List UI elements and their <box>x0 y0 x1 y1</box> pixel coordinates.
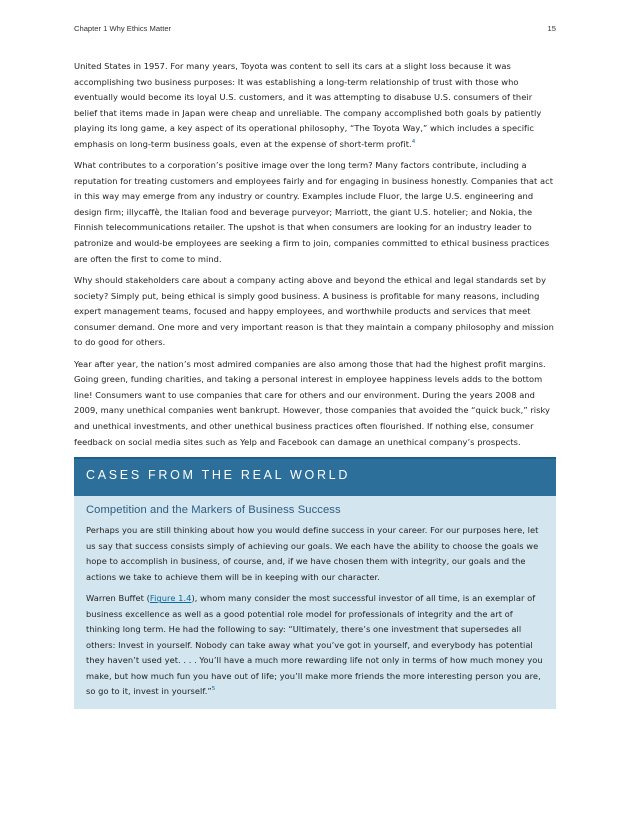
cases-feature-box <box>74 457 556 709</box>
feature-title: Competition and the Markers of Business Success <box>86 504 341 516</box>
feature-banner-label: CASES FROM THE REAL WORLD <box>86 468 351 482</box>
paragraph: Why should stakeholders care about a company acting above and beyond the ethical and legal standards set by society? Simply put, being ethical is simply good business. A business is profitable for many reasons, including expert management teams, focused and happy employees, and worthwhile products and services that meet consumer demand. One more and very important reason is that they maintain a company philosophy and mission to do good for others. <box>74 275 554 348</box>
paragraph <box>74 59 556 152</box>
chapter-title: Chapter 1 Why Ethics Matter <box>74 24 172 33</box>
main-text <box>74 59 556 456</box>
running-head <box>74 24 556 38</box>
footnote-marker[interactable]: 5 <box>211 686 216 693</box>
figure-link[interactable]: Figure 1.4 <box>149 593 192 604</box>
feature-paragraph: Perhaps you are still thinking about how you would define success in your career. For our purposes here, let us say that success consists simply of achieving our goals. We each have the ability to choose the goals we hope to accomplish in business, of course, and, if we have chosen them with integrity, our goals and the actions we take to achieve them will be in keeping with our character. <box>86 525 539 582</box>
feature-body <box>86 504 548 706</box>
page-number: 15 <box>547 24 556 33</box>
paragraph-text: United States in 1957. For many years, Toyota was content to sell its cars at a slight loss because it was accomplishing two business purposes: It was establishing a long-term relationship of trust with those who eventually would become its loyal U.S. customers, and it was attempting to disabuse U.S. consumers of their belief that items made in Japan were cheap and unreliable. The company accomplished both goals by patiently playing its long game, a key aspect of its operational philosophy, “The Toyota Way,” which includes a specific emphasis on long-term business goals, even at the expense of short-term profit. <box>74 61 542 149</box>
feature-banner <box>74 457 556 496</box>
paragraph: What contributes to a corporation’s positive image over the long term? Many factors contribute, including a reputation for treating customers and employees fairly and for engaging in business honestly. Companies that act in this way may emerge from any industry or country. Examples include Fluor, the large U.S. engineering and design firm; illycaffè, the Italian food and beverage purveyor; Marriott, the giant U.S. hotelier; and Nokia, the Finnish telecommunications retailer. The upshot is that when consumers are looking for an industry leader to patronize and would-be employees are seeking a firm to join, companies committed to ethical business practices are often the first to come to mind. <box>74 160 554 264</box>
feature-paragraph <box>86 591 548 700</box>
feature-text: Warren Buffet ( <box>86 593 150 604</box>
footnote-marker[interactable]: 4 <box>411 138 416 145</box>
paragraph: Year after year, the nation’s most admired companies are also among those that had the highest profit margins. Going green, funding charities, and taking a personal interest in employee happiness levels adds to the bottom line! Consumers want to use companies that care for others and our environment. During the years 2008 and 2009, many unethical companies went bankrupt. However, those companies that avoided the “quick buck,” risky and unethical investments, and other unethical business practices often flourished. If nothing else, consumer feedback on social media sites such as Yelp and Facebook can damage an unethical company’s prospects. <box>74 358 550 447</box>
feature-text: ), whom many consider the most successful investor of all time, is an exemplar of business excellence as well as a good potential role model for professionals of integrity and the art of thinking long term. He had the following to say: “Ultimately, there’s one investment that supersedes all others: Invest in yourself. Nobody can take away what you’ve got in yourself, and everybody has potential they haven’t used yet. . . . You’ll have a much more rewarding life not only in terms of how much money you make, but how much fun you have out of life; you’ll make more friends the more interesting person you are, so go to it, invest in yourself.” <box>86 593 543 697</box>
